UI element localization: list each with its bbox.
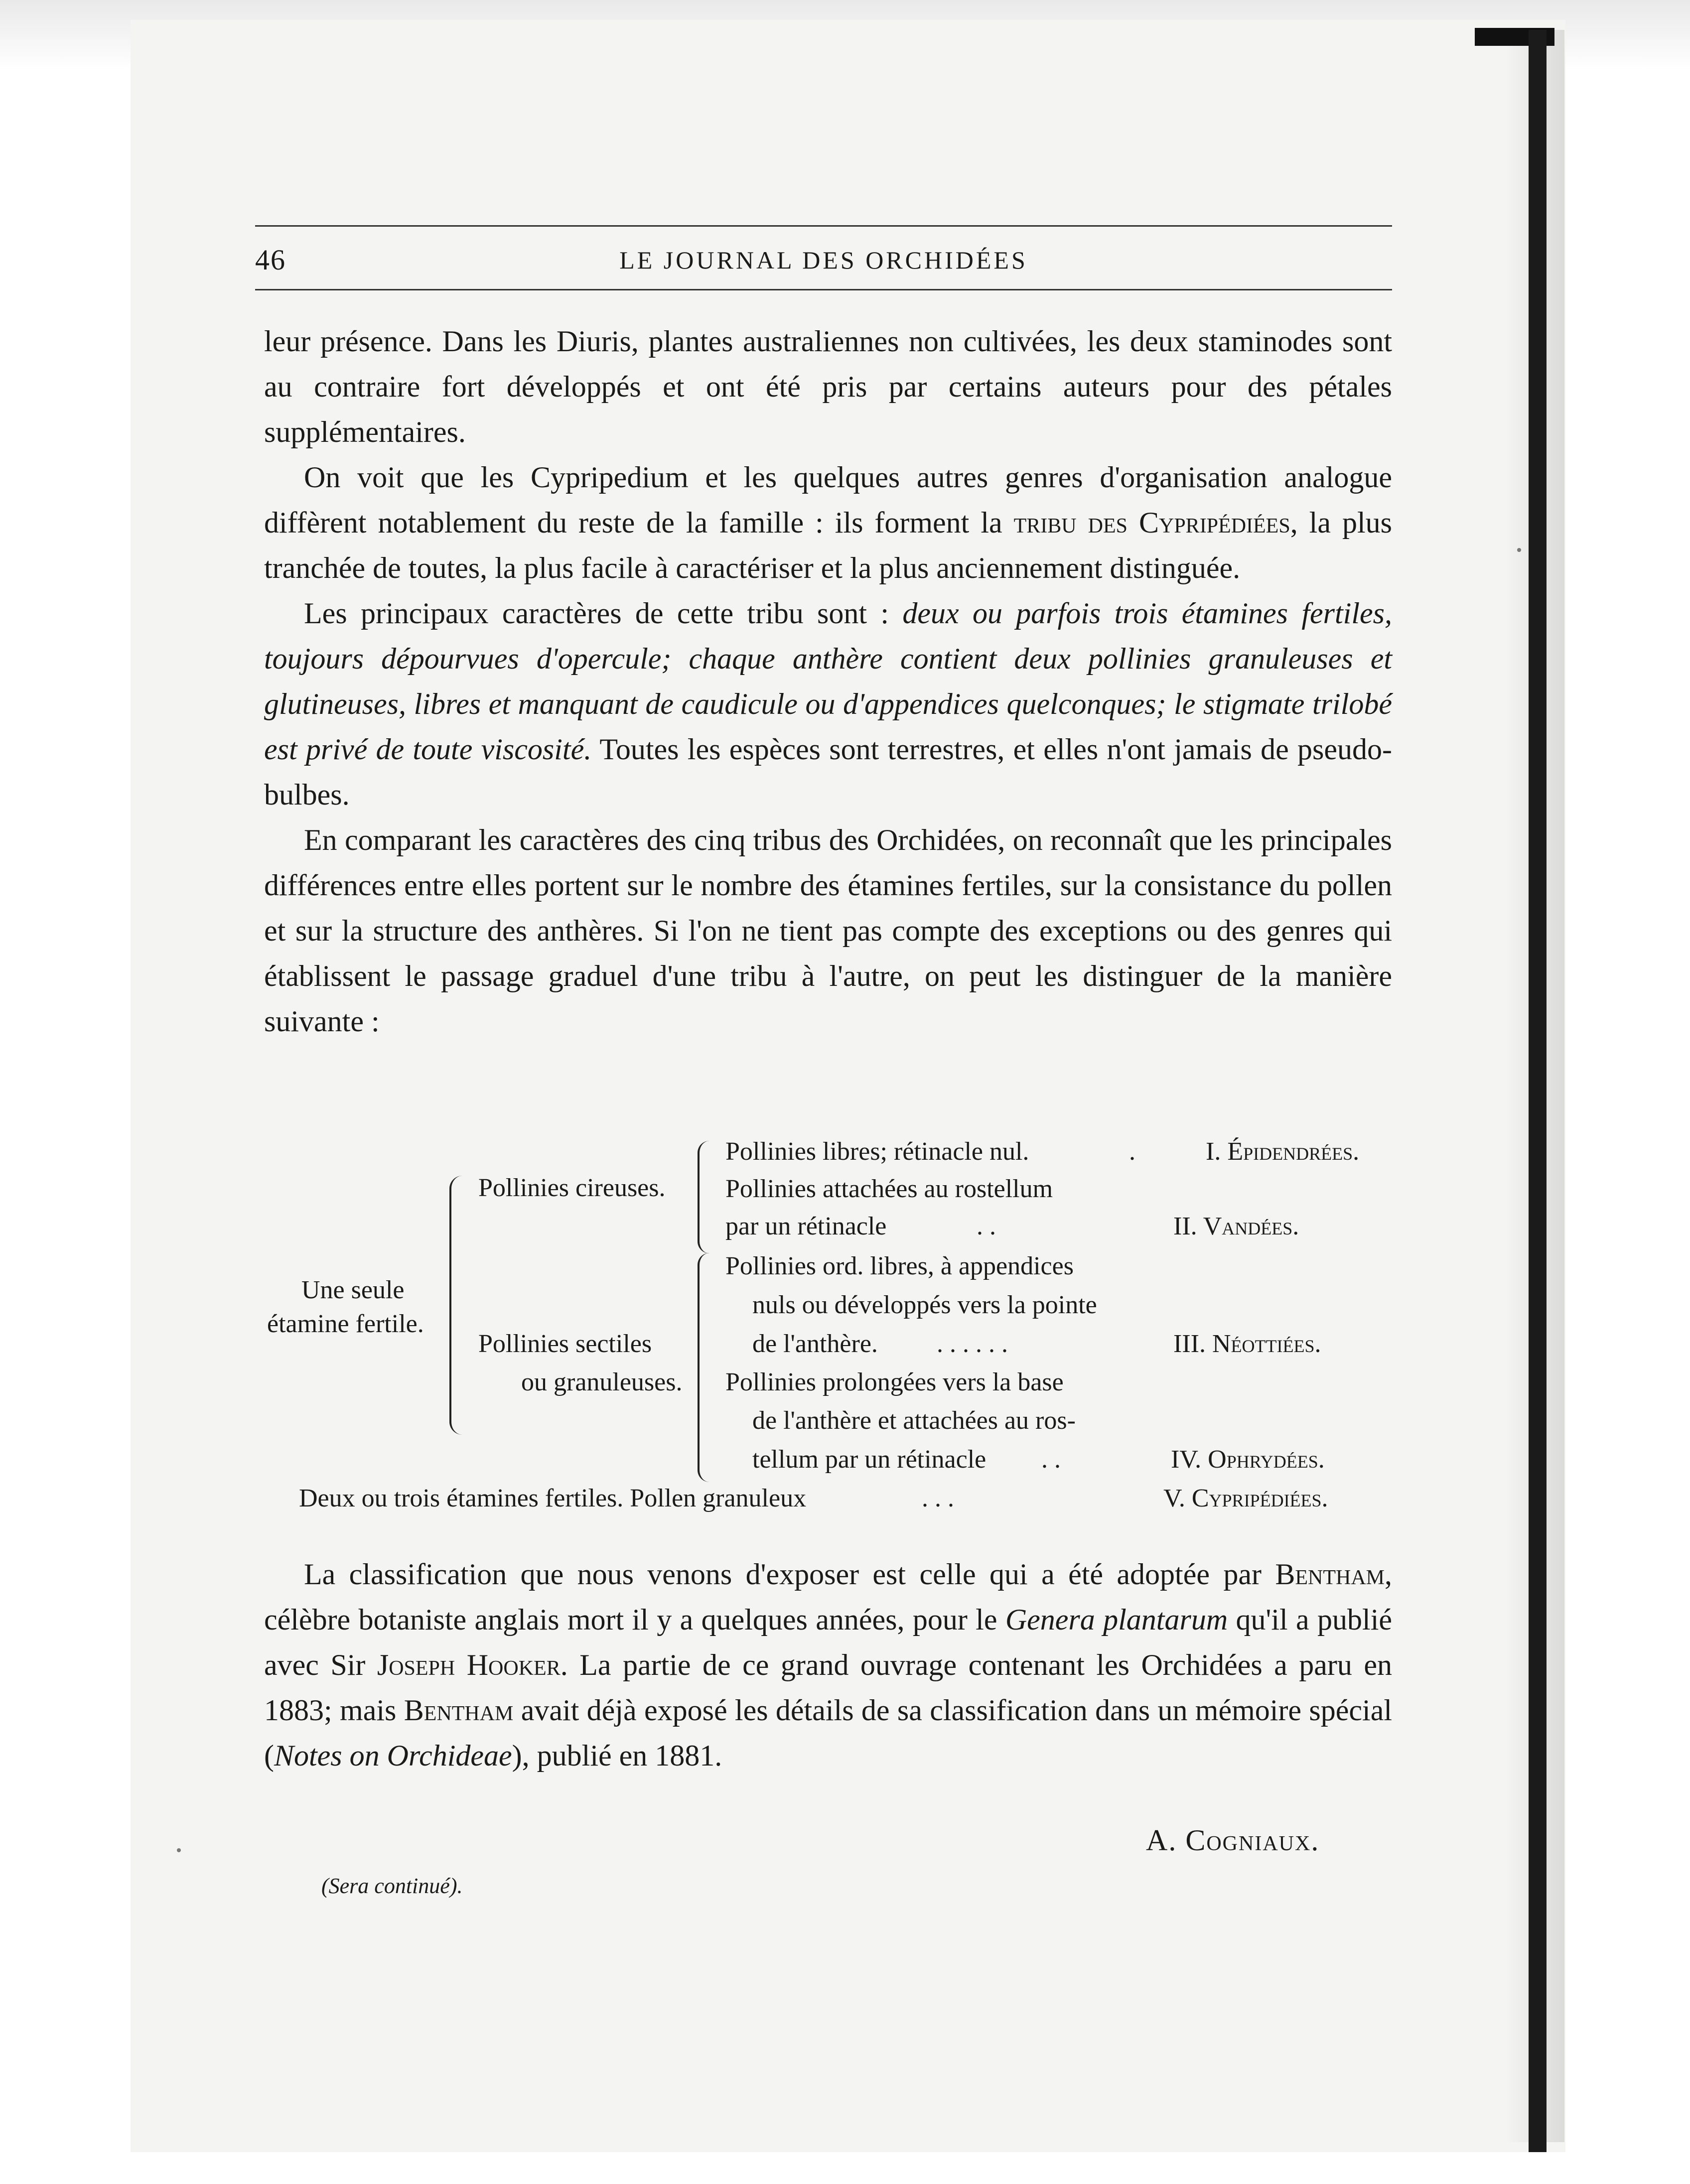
row4-line2: de l'anthère et attachées au ros- [752,1406,1076,1435]
paragraph-text: Toutes les espèces sont terrestres, et elles n'ont jamais de pseudo-bulbes. [264,733,1392,811]
row5-text: Deux ou trois étamines fertiles. Pollen granuleux [299,1484,807,1512]
row1-text: Pollinies libres; rétinacle nul. [725,1137,1029,1166]
brace-sectiles [698,1253,709,1482]
row3-dots: . . . . . . [937,1330,1008,1358]
body-text-lower [264,1552,1392,1778]
author-bentham: Bentham [404,1694,514,1727]
memoir-title: Notes on Orchideae [274,1739,512,1772]
header-rule-top [255,225,1392,227]
margin-mark [1517,548,1521,552]
article-author: A. Cogniaux. [1146,1824,1320,1857]
class-sectiles-line2: ou granuleuses. [521,1368,683,1396]
paragraph-text: , célèbre botaniste anglais mort il y a quelques années, pour le [264,1558,1392,1636]
binding-edge [1529,30,1547,2152]
paragraph-text: , la plus tranchée de toutes, la plus facile à caractériser et la plus anciennement distinguée. [264,506,1392,584]
body-text-upper [264,319,1392,1044]
brace-cireuses [698,1141,709,1253]
row5-dots: . . . [922,1484,954,1512]
author-hooker: Joseph Hooker [377,1648,561,1681]
author-bentham: Bentham [1275,1558,1385,1591]
row2-dots: . . [977,1212,996,1240]
row4-dots: . . [1041,1445,1061,1474]
tribe3-label: III. Néottiées. [1173,1330,1321,1358]
row3-line2: nuls ou développés vers la pointe [752,1291,1097,1319]
page-number: 46 [255,244,286,276]
class-cireuses: Pollinies cireuses. [478,1174,666,1202]
margin-mark [177,1848,181,1852]
running-title: LE JOURNAL DES ORCHIDÉES [619,246,1028,274]
tribe1-label: I. Épidendrées. [1206,1137,1360,1166]
class-one-stamen-line2: étamine fertile. [267,1310,424,1338]
paragraph-comparison: En comparant les caractères des cinq tribus des Orchidées, on reconnaît que les principales différences entre elles portent sur le nombre des étamines fertiles, sur la consistance du pollen et sur la structure des anthères. Si l'on ne tient pas compte des exceptions ou des genres qui établissent le passage graduel d'une tribu à l'autre, on peut les distinguer de la manière suivante : [264,823,1392,1038]
header-rule-bottom [255,289,1392,290]
continuation-note: (Sera continué). [321,1874,463,1898]
class-one-stamen-line1: Une seule [301,1276,405,1304]
tribe5-label: V. Cypripédiées. [1163,1484,1328,1512]
italic-characters: deux ou parfois trois étamines fertiles, toujours dépourvues d'opercule; chaque anthère contient deux pollinies granuleuses et glutineuses, libres et manquant de caudicule ou d'appendices quelconques; le stigmate trilobé est privé de toute viscosité. [264,597,1392,766]
paragraph-text: La classification que nous venons d'exposer est celle qui a été adoptée par [304,1558,1275,1591]
paragraph-text: qu'il a publié avec Sir [264,1603,1392,1681]
class-sectiles-line1: Pollinies sectiles [478,1330,652,1358]
tribe2-label: II. Vandées. [1173,1212,1299,1240]
row1-dots: . [1129,1137,1135,1166]
paragraph-text: On voit que les Cypripedium et les quelques autres genres d'organisation analogue diffèrent notablement du reste de la famille : ils forment la [264,461,1392,539]
paragraph-cypripediees [264,455,1392,591]
paragraph-text: avait déjà exposé les détails de sa classification dans un mémoire spécial ( [264,1694,1392,1772]
paragraph-bentham [264,1552,1392,1778]
row2-line1: Pollinies attachées au rostellum [725,1175,1053,1203]
book-title: Genera plantarum [1005,1603,1228,1636]
paragraph-text: ), publié en 1881. [512,1739,722,1772]
brace-one-stamen [449,1176,462,1435]
row4-line3: tellum par un rétinacle [752,1445,986,1474]
row2-line2: par un rétinacle [725,1212,887,1240]
paragraph-characters [264,591,1392,818]
row3-line1: Pollinies ord. libres, à appendices [725,1252,1074,1280]
paragraph-text: . La partie de ce grand ouvrage contenant les Orchidées a paru en 1883; mais [264,1648,1392,1727]
tribe4-label: IV. Ophrydées. [1171,1445,1325,1474]
tribe-name: tribu des Cypripédiées [1013,506,1290,539]
row4-line1: Pollinies prolongées vers la base [725,1368,1064,1396]
paragraph-text: Les principaux caractères de cette tribu sont : [304,597,903,630]
row3-line3: de l'anthère. [752,1330,878,1358]
paragraph-diuris: leur présence. Dans les Diuris, plantes australiennes non cultivées, les deux staminodes sont au contraire fort développés et ont été pris par certains auteurs pour des pétales supplémentaires. [264,325,1392,448]
